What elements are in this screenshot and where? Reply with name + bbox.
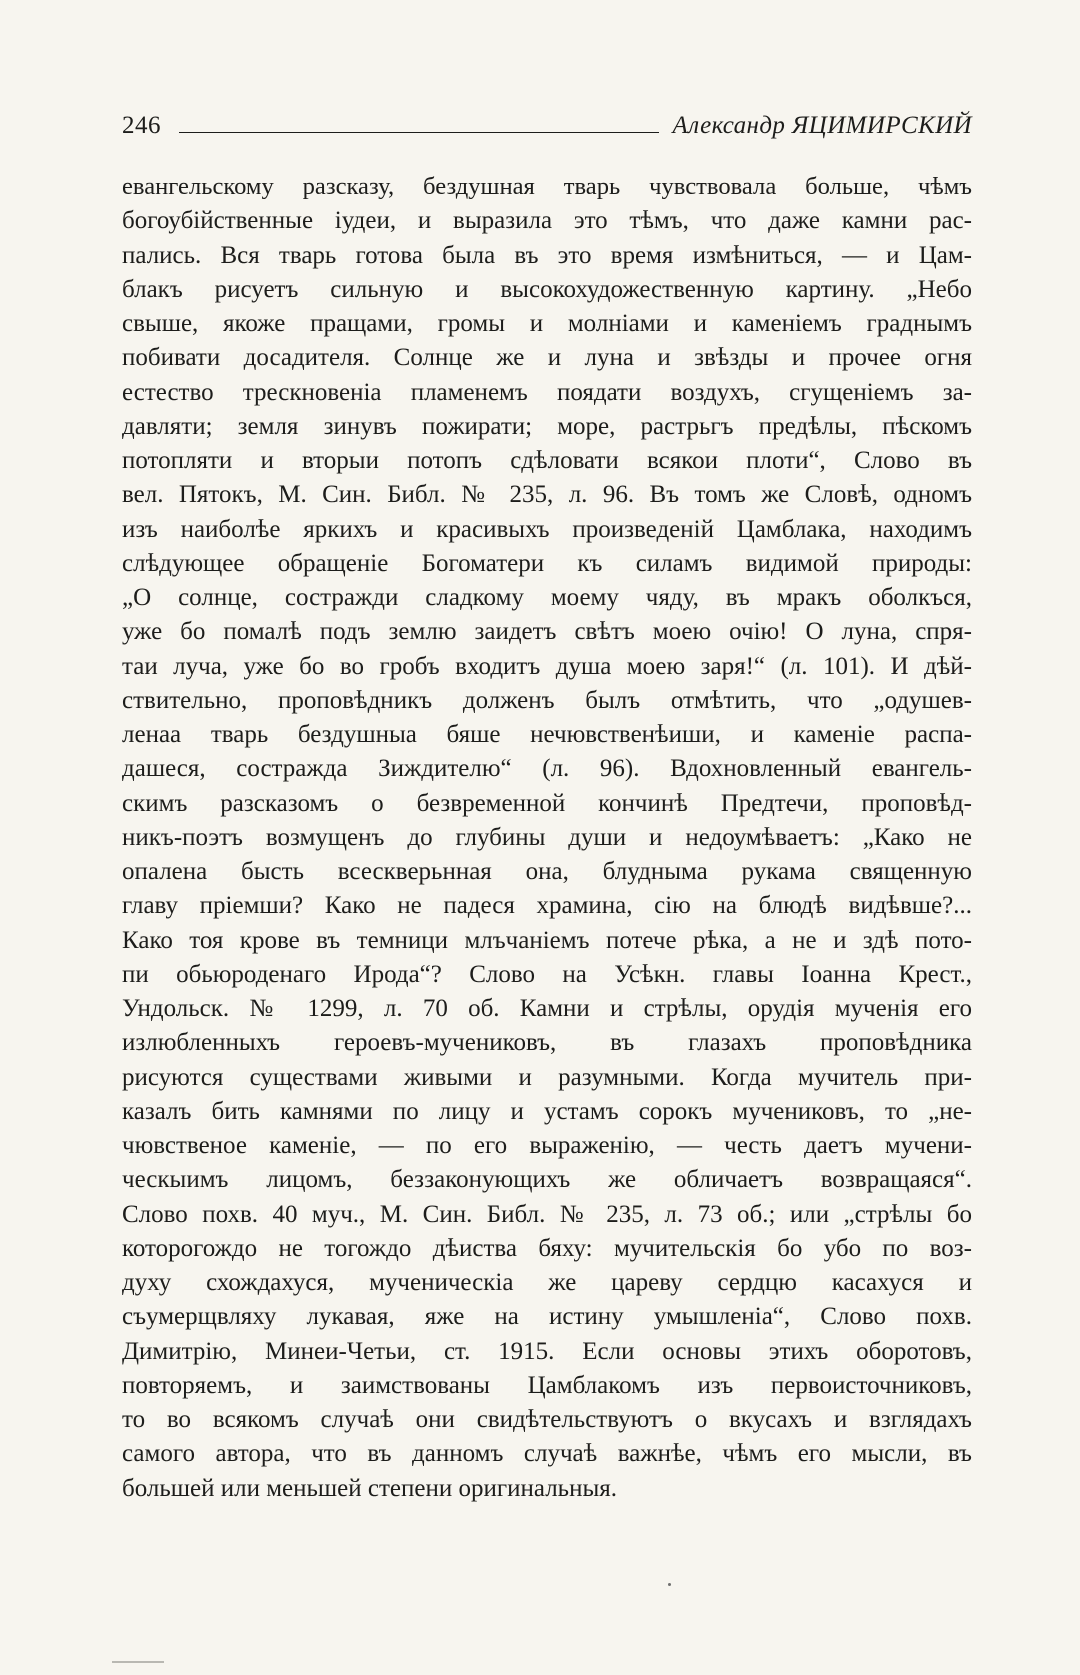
text-line: Димитрію, Минеи-Четьи, ст. 1915. Если основы этихъ оборотовъ, <box>122 1337 972 1365</box>
text-line: пались. Вся тварь готова была въ это время измѣниться, — и Цам- <box>122 241 972 269</box>
text-line: свыше, якоже пращами, громы и молніами и каменіемъ граднымъ <box>122 310 972 337</box>
running-head-author: Александр ЯЦИМИРСКИЙ <box>672 112 972 139</box>
bottom-edge-mark <box>112 1661 164 1669</box>
text-line: блакъ рисуетъ сильную и высокохудожественную картину. „Небо <box>122 275 972 303</box>
text-line: казалъ бить камнями по лицу и устамъ сорокъ мучениковъ, то „не- <box>122 1097 972 1125</box>
text-line: побивати досадителя. Солнце же и луна и звѣзды и прочее огня <box>122 344 972 372</box>
text-line: излюбленныхъ героевъ-мучениковъ, въ глазахъ проповѣдника <box>122 1029 972 1057</box>
text-line: таи луча, уже бо во гробъ входитъ душа моею заря!“ (л. 101). И дѣй- <box>122 652 972 680</box>
text-line: ствительно, проповѣдникъ долженъ былъ отмѣтить, что „одушев- <box>122 686 972 714</box>
text-line: евангельскому разсказу, бездушная тварь чувствовала больше, чѣмъ <box>122 173 972 200</box>
text-line: которогождо не тогождо дѣиства бяху: мучительскія бо убо по воз- <box>122 1234 972 1262</box>
text-line: вел. Пятокъ, М. Син. Библ. № 235, л. 96. Въ томъ же Словѣ, одномъ <box>122 481 972 509</box>
text-line: Како тоя крове въ темници млъчаніемъ потече рѣка, а не и здѣ пото- <box>122 926 972 954</box>
text-line: повторяемъ, и заимствованы Цамблакомъ изъ первоисточниковъ, <box>122 1371 972 1399</box>
text-line: главу пріемши? Како не падеся храмина, сію на блюдѣ видѣвше?... <box>122 892 972 920</box>
text-line: самого автора, что въ данномъ случаѣ важнѣе, чѣмъ его мысли, въ <box>122 1440 972 1468</box>
text-line: „О солнце, состражди сладкому моему чяду, въ мракъ оболкъся, <box>122 584 972 611</box>
text-line: давляти; земля зинувъ пожирати; море, растрьгъ предѣлы, пѣскомъ <box>122 412 972 440</box>
text-line: естество трескновеніа пламенемъ поядати воздухъ, сгущеніемъ за- <box>122 378 972 406</box>
text-line: пи обьюроденаго Ирода“? Слово на Усѣкн. главы Іоанна Крест., <box>122 960 972 988</box>
print-speck <box>668 1583 671 1586</box>
text-line: чювственое каменіе, — по его выраженію, — честь даетъ мучени- <box>122 1132 972 1159</box>
text-line: богоубійственные іудеи, и выразила это тѣмъ, что даже камни рас- <box>122 207 972 235</box>
text-line-last: большей или меньшей степени оригинальныя. <box>122 1474 618 1502</box>
header-rule <box>179 132 659 133</box>
text-line: опалена бысть всескверьнная она, блудныма рукама священную <box>122 858 972 885</box>
text-line: ческыимъ лицомъ, беззаконующихъ же обличаетъ возвращаяся“. <box>122 1166 972 1194</box>
text-line: потопляти и вторыи потопъ сдѣловати всякои плоти“, Слово въ <box>122 447 972 474</box>
text-line: дашеся, состражда Зиждителю“ (л. 96). Вдохновленный евангель- <box>122 755 972 783</box>
text-line: то во всякомъ случаѣ они свидѣтельствуютъ о вкусахъ и взглядахъ <box>122 1406 972 1433</box>
text-line: ленаа тварь бездушныа бяше нечювственѣиши, и каменіе распа- <box>122 721 972 748</box>
text-line: Слово похв. 40 муч., М. Син. Библ. № 235, л. 73 об.; или „стрѣлы бо <box>122 1200 972 1228</box>
body-text <box>122 170 972 1506</box>
text-line: изъ наиболѣе яркихъ и красивыхъ произведеній Цамблака, находимъ <box>122 515 972 543</box>
text-line: Ундольск. № 1299, л. 70 об. Камни и стрѣлы, орудія мученія его <box>122 995 972 1022</box>
page-header <box>122 112 972 148</box>
text-line: слѣдующее обращеніе Богоматери къ силамъ видимой природы: <box>122 549 972 577</box>
text-line: никъ-поэтъ возмущенъ до глубины души и недоумѣваетъ: „Како не <box>122 823 972 851</box>
text-line: духу схождахуся, мученическіа же цареву сердцю касахуся и <box>122 1269 972 1296</box>
text-line: рисуются существами живыми и разумными. Когда мучитель при- <box>122 1063 972 1091</box>
text-line: съумерщвляху лукавая, яже на истину умышленіа“, Слово похв. <box>122 1303 972 1331</box>
text-line: скимъ разсказомъ о безвременной кончинѣ Предтечи, проповѣд- <box>122 789 972 817</box>
text-line: уже бо помалѣ подъ землю заидетъ свѣтъ моею очію! О луна, спря- <box>122 618 972 646</box>
page-number: 246 <box>122 112 161 139</box>
